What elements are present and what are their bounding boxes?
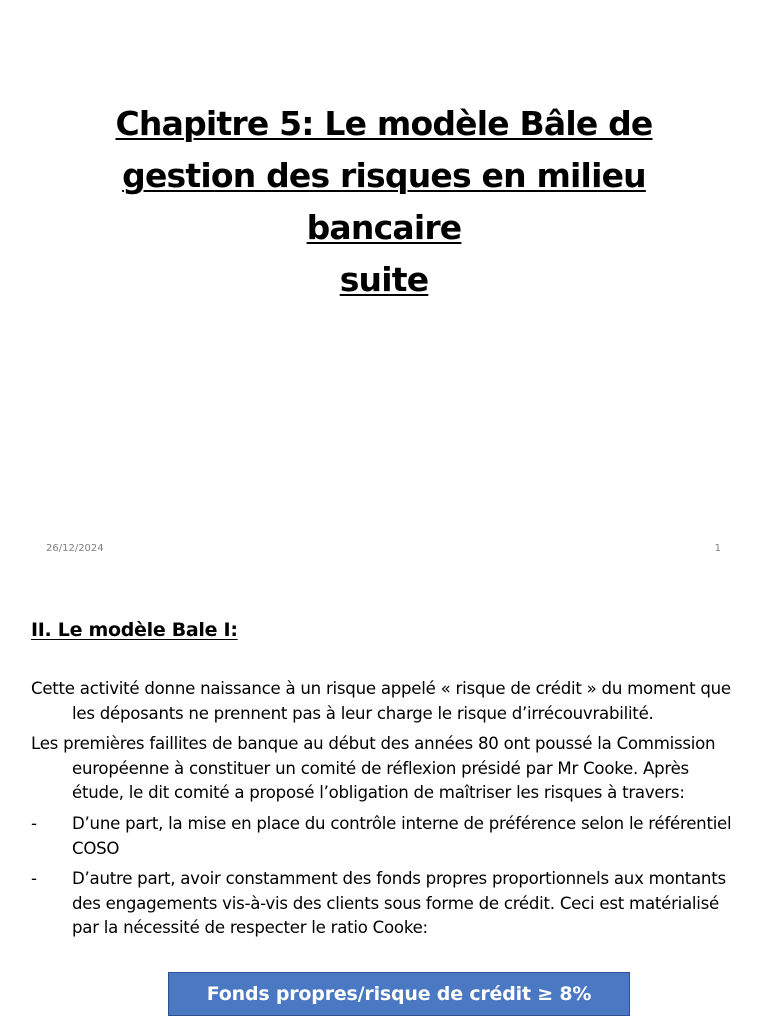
title-line-3: bancaire xyxy=(306,208,462,247)
paragraph: Les premières faillites de banque au début des années 80 ont poussé la Commission européenne à constituer un comité de réflexion présidé par Mr Cooke. Après étude, le dit comité a proposé l’obligation de maîtriser les risques à travers: xyxy=(31,734,716,803)
bullet-item xyxy=(31,812,743,861)
bullet-marker: - xyxy=(31,813,37,833)
paragraph: Cette activité donne naissance à un risque appelé « risque de crédit » du moment que les déposants ne prennent pas à leur charge le risque d’irrécouvrabilité. xyxy=(31,679,731,723)
slide-number: 1 xyxy=(714,543,721,554)
section-heading: II. Le modèle Bale I: xyxy=(31,619,238,641)
ratio-formula-text: Fonds propres/risque de crédit ≥ 8% xyxy=(206,983,592,1005)
slide-date: 26/12/2024 xyxy=(46,543,104,554)
bullet-text: D’une part, la mise en place du contrôle interne de préférence selon le référentiel COSO xyxy=(72,813,732,858)
ratio-formula-box xyxy=(168,972,630,1016)
title-line-1: Chapitre 5: Le modèle Bâle de xyxy=(115,104,653,143)
bullet-marker: - xyxy=(31,869,37,889)
title-line-4: suite xyxy=(339,260,429,299)
body-text xyxy=(31,677,743,947)
title-line-2: gestion des risques en milieu xyxy=(122,156,646,195)
content-slide xyxy=(0,576,768,1024)
bullet-text: D’autre part, avoir constamment des fonds propres proportionnels aux montants des engagements vis-à-vis des clients sous forme de crédit. Ceci est matérialisé par la nécessité de respecter le ratio Cooke: xyxy=(72,869,726,938)
bullet-item xyxy=(31,867,743,941)
slide-title xyxy=(60,98,708,306)
